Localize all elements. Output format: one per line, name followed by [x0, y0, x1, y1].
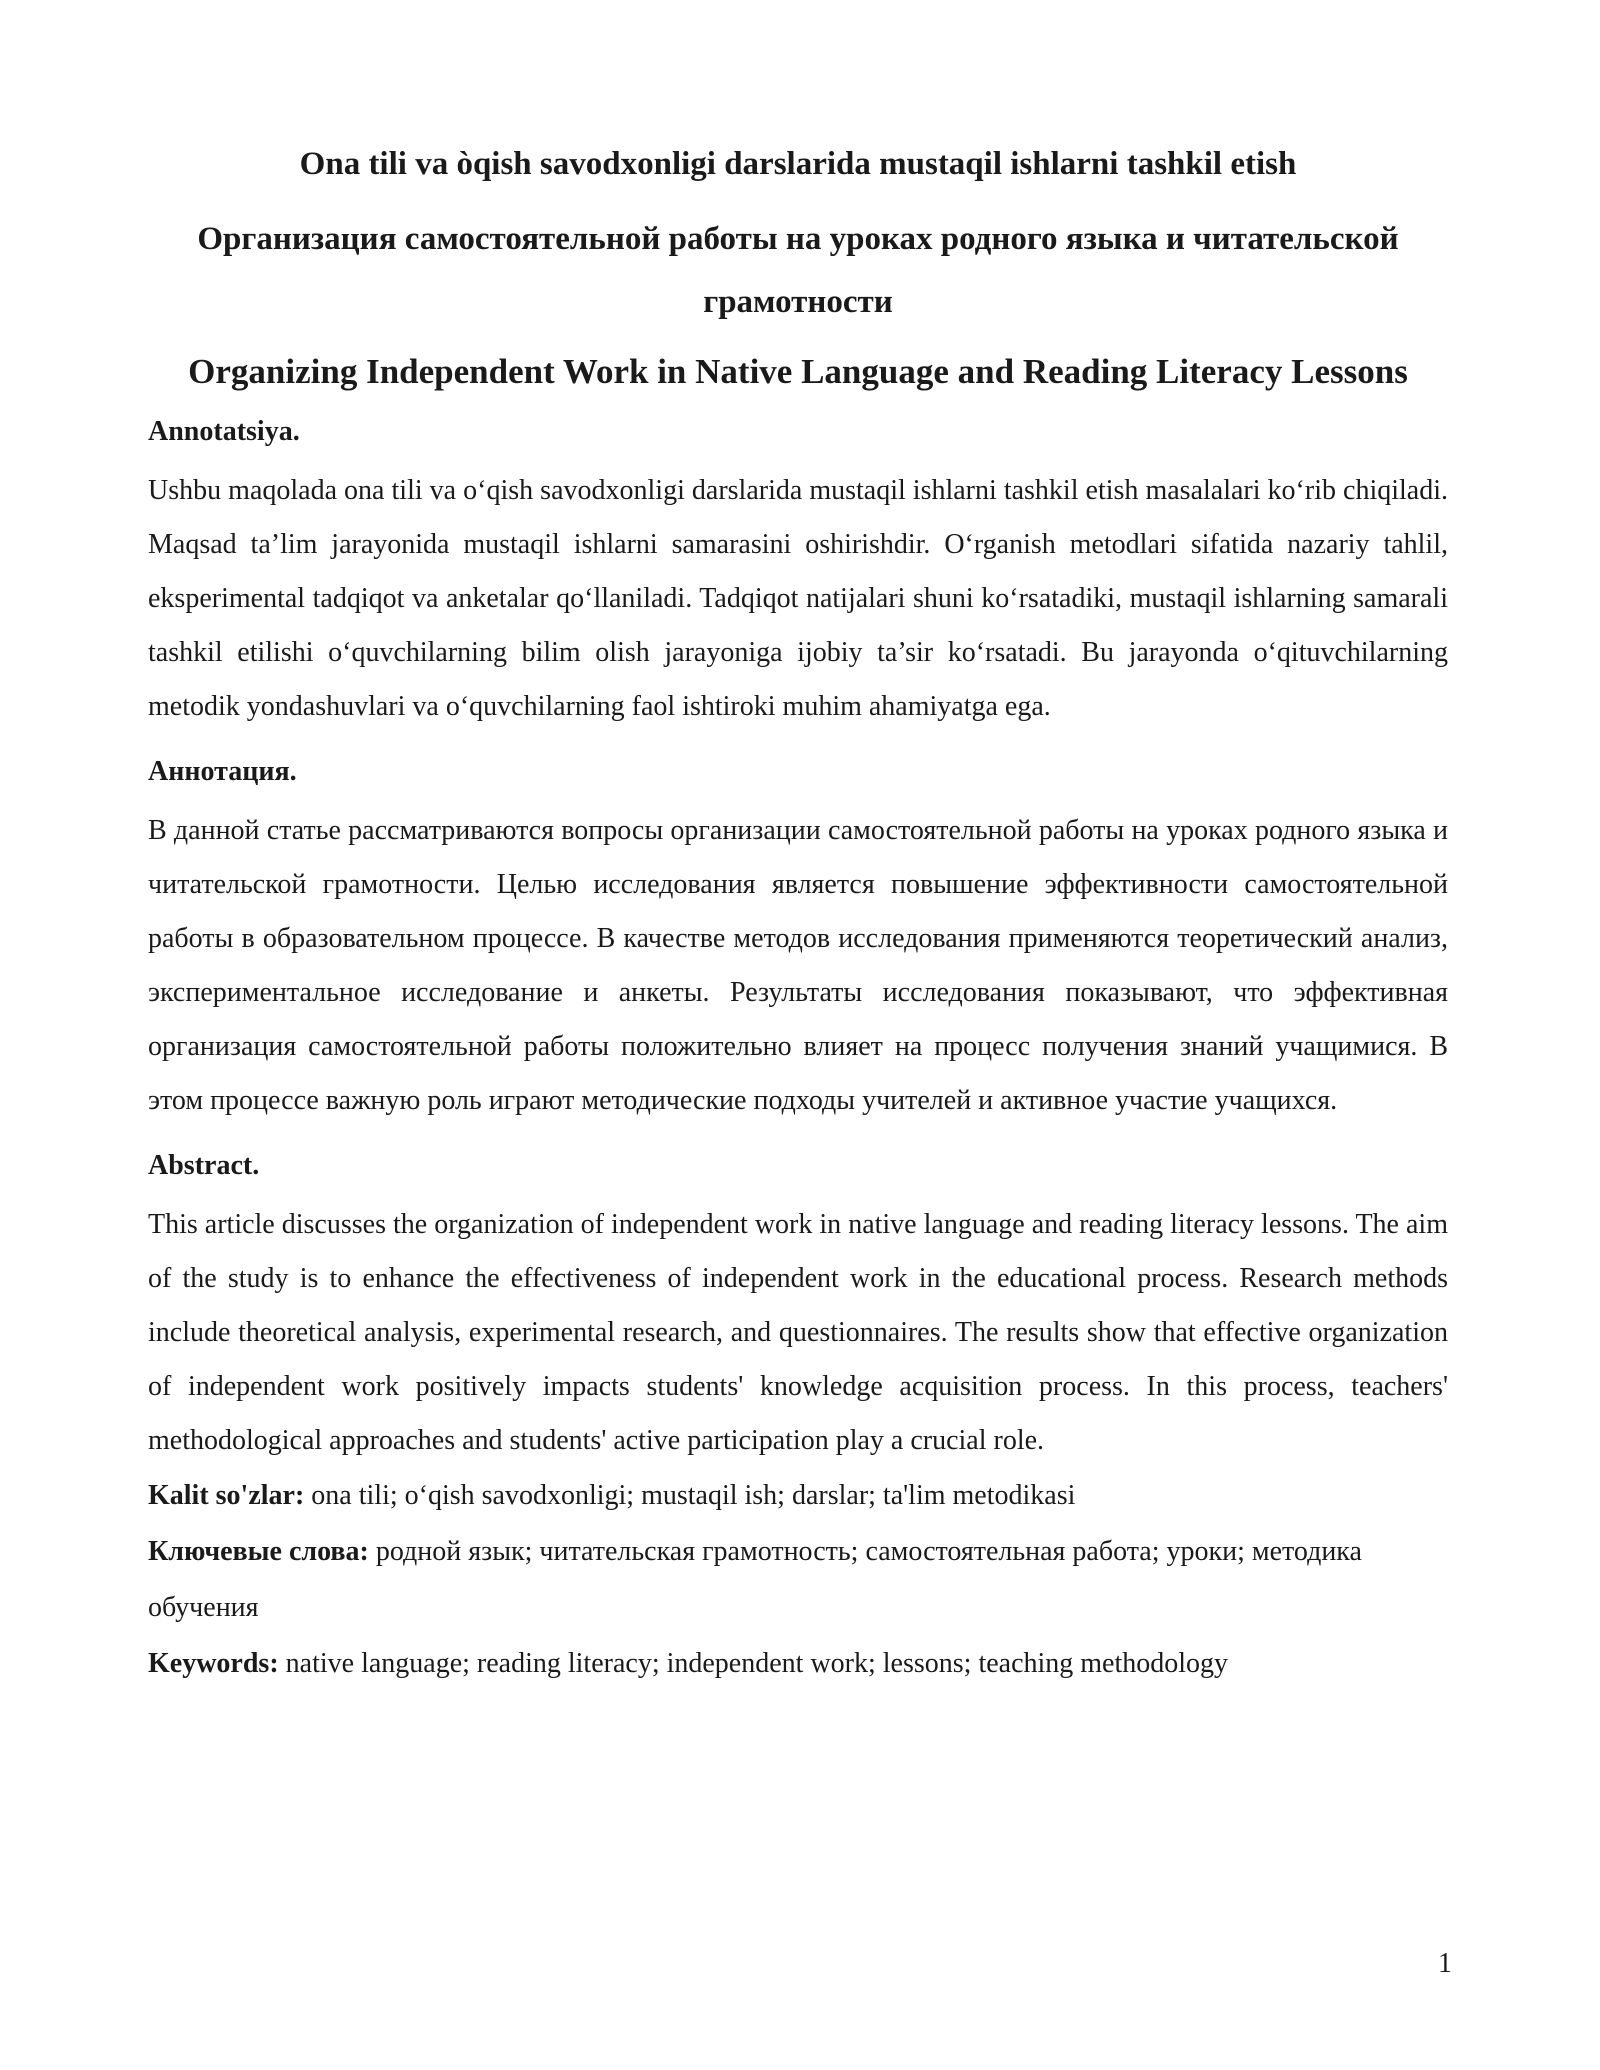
- keywords-english: [148, 1636, 1448, 1692]
- abstract-english-text: This article discusses the organization of independent work in native language and reading literacy lessons. The aim of the study is to enhance the effectiveness of independent work in the educational process. Research methods include theoretical analysis, experimental research, and questionnaires. The results show that effective organization of independent work positively impacts students' knowledge acquisition process. In this process, teachers' methodological approaches and students' active participation play a crucial role.: [148, 1209, 1448, 1456]
- keywords-section: [148, 1468, 1448, 1692]
- annotation-uzbek-section: [148, 412, 1448, 734]
- keywords-russian-label: Ключевые слова:: [148, 1536, 369, 1567]
- keywords-english-label: Keywords:: [148, 1648, 279, 1679]
- annotation-russian-heading: Аннотация.: [148, 756, 297, 787]
- abstract-english-section: [148, 1146, 1448, 1468]
- keywords-russian-text: родной язык; читательская грамотность; самостоятельная работа; уроки; методика обучения: [148, 1536, 1362, 1623]
- page-content: [148, 142, 1448, 1692]
- title-block: [148, 142, 1448, 394]
- title-english: Organizing Independent Work in Native Language and Reading Literacy Lessons: [188, 352, 1408, 391]
- annotation-russian-text: В данной статье рассматриваются вопросы организации самостоятельной работы на уроках родного языка и читательской грамотности. Целью исследования является повышение эффективности самостоятельной работы в образовательном процессе. В качестве методов исследования применяются теоретический анализ, экспериментальное исследование и анкеты. Результаты исследования показывают, что эффективная организация самостоятельной работы положительно влияет на процесс получения знаний учащимися. В этом процессе важную роль играют методические подходы учителей и активное участие учащихся.: [148, 815, 1448, 1116]
- keywords-russian: [148, 1524, 1448, 1636]
- keywords-uzbek: [148, 1468, 1448, 1524]
- keywords-uzbek-label: Kalit so'zlar:: [148, 1480, 305, 1511]
- annotation-uzbek-text: Ushbu maqolada ona tili va o‘qish savodxonligi darslarida mustaqil ishlarni tashkil etish masalalari ko‘rib chiqiladi. Maqsad ta’lim jarayonida mustaqil ishlarni samarasini oshirishdir. O‘rganish metodlari sifatida nazariy tahlil, eksperimental tadqiqot va anketalar qo‘llaniladi. Tadqiqot natijalari shuni ko‘rsatadiki, mustaqil ishlarning samarali tashkil etilishi o‘quvchilarning bilim olish jarayoniga ijobiy ta’sir ko‘rsatadi. Bu jarayonda o‘qituvchilarning metodik yondashuvlari va o‘quvchilarning faol ishtiroki muhim ahamiyatga ega.: [148, 475, 1448, 722]
- annotation-russian-section: [148, 752, 1448, 1128]
- title-russian: Организация самостоятельной работы на уроках родного языка и читательской грамотности: [197, 221, 1399, 320]
- keywords-uzbek-text: ona tili; o‘qish savodxonligi; mustaqil ish; darslar; ta'lim metodikasi: [304, 1480, 1076, 1511]
- title-uzbek: Ona tili va òqish savodxonligi darslarida mustaqil ishlarni tashkil etish: [299, 146, 1297, 182]
- page-number: 1: [1438, 1948, 1452, 1979]
- keywords-english-text: native language; reading literacy; independent work; lessons; teaching methodology: [278, 1648, 1229, 1679]
- abstract-english-heading: Abstract.: [148, 1150, 260, 1181]
- annotation-uzbek-heading: Annotatsiya.: [148, 416, 300, 447]
